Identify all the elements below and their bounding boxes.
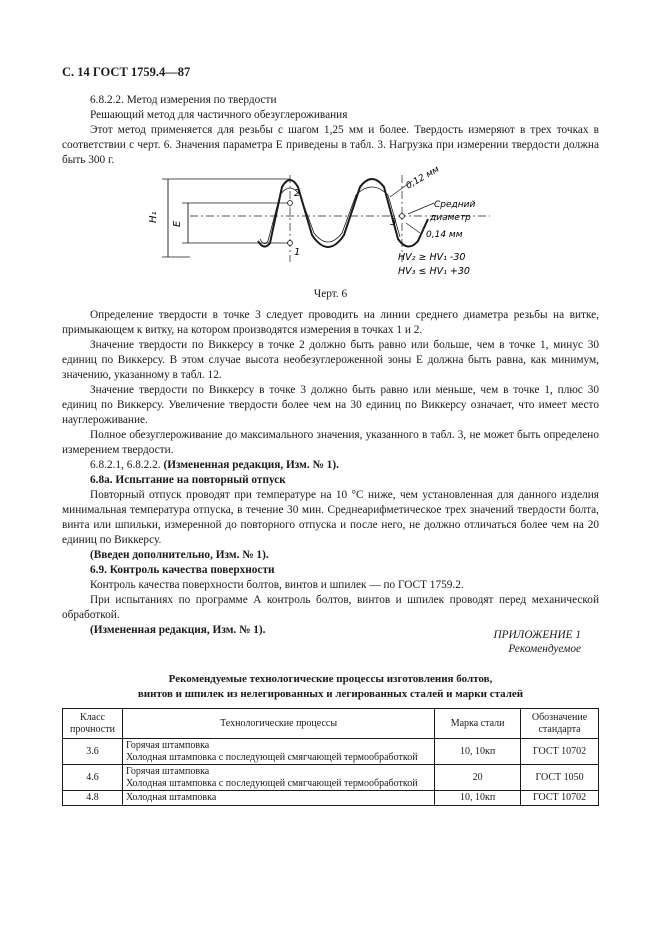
- section-6-9-title: 6.9. Контроль качества поверхности: [90, 564, 275, 576]
- label-point-3: 3: [390, 217, 397, 228]
- table-title-line-2: винтов и шпилек из нелегированных и легированных сталей и марки сталей: [137, 688, 524, 700]
- section-6-8-2-2-title: 6.8.2.2. Метод измерения по твердости: [90, 94, 277, 106]
- paragraph-surface-quality: Контроль качества поверхности болтов, винтов и шпилек — по ГОСТ 1759.2.: [90, 579, 464, 591]
- label-0-14-mm: 0,14 мм: [426, 230, 463, 240]
- amendment-3-note: (Измененная редакция, Изм. № 1).: [90, 624, 266, 636]
- cell-steel: 10, 10кп: [435, 739, 521, 765]
- appendix-title: ПРИЛОЖЕНИЕ 1: [493, 629, 581, 641]
- process-line: Холодная штамповка: [125, 792, 217, 803]
- appendix-heading: [493, 628, 581, 656]
- header-process: Технологические процессы: [122, 709, 434, 739]
- thread-hardness-diagram: [148, 164, 510, 287]
- header-class: Класс прочности: [63, 709, 123, 739]
- label-h1: H₁: [148, 211, 159, 223]
- cell-class: 4.6: [63, 765, 123, 791]
- table-row: [63, 739, 599, 765]
- header-standard: Обозначение стандарта: [521, 709, 599, 739]
- paragraph-point-3-carburising: Значение твердости по Виккерсу в точке 3 должно быть равно или меньше, чем в точке 1, плюс 30 единиц по Виккерсу. Увеличение твердости более чем на 30 единиц по Виккерсу означает, что имеет место науглероживание.: [62, 384, 599, 426]
- thread-profile-outer: [258, 179, 428, 247]
- point-1-marker: [288, 241, 293, 246]
- table-title: [62, 672, 599, 702]
- cell-standard: ГОСТ 10702: [521, 791, 599, 806]
- process-line: Холодная штамповка с последующей смягчающей термообработкой: [125, 751, 418, 763]
- table-title-line-1: Рекомендуемые технологические процессы изготовления болтов,: [168, 673, 493, 685]
- formula-hv2: HV₂ ≥ HV₁ -30: [398, 252, 466, 263]
- leader-0-14: [406, 223, 420, 233]
- label-0-12-mm: 0,12 мм: [404, 164, 442, 192]
- header-steel: Марка стали: [435, 709, 521, 739]
- table-row: [63, 765, 599, 791]
- paragraph-point-3: Определение твердости в точке 3 следует проводить на линии среднего диаметра резьбы на витке, примыкающем к витку, на котором производятся измерения в точках 1 и 2.: [62, 309, 599, 336]
- process-table: [62, 708, 599, 806]
- cell-process: [122, 765, 434, 791]
- page-header: С. 14 ГОСТ 1759.4—87: [62, 65, 191, 79]
- cell-class: 4.8: [63, 791, 123, 806]
- label-e: E: [172, 220, 183, 227]
- cell-process: [122, 791, 434, 806]
- cell-steel: 10, 10кп: [435, 791, 521, 806]
- text-block-top: [62, 93, 599, 168]
- table-row: [63, 791, 599, 806]
- paragraph-decisive-method: Решающий метод для частичного обезуглероживания: [90, 109, 348, 121]
- label-point-1: 1: [294, 247, 301, 258]
- cell-standard: ГОСТ 10702: [521, 739, 599, 765]
- process-line: Горячая штамповка: [125, 766, 210, 777]
- section-6-8a-title: 6.8а. Испытание на повторный отпуск: [90, 474, 286, 486]
- table-header-row: [63, 709, 599, 739]
- cell-steel: 20: [435, 765, 521, 791]
- paragraph-method-scope: Этот метод применяется для резьбы с шагом 1,25 мм и более. Твердость измеряют в трех точках в соответствии с черт. 6. Значения параметра E приведены в табл. 3. Нагрузка при измерении твердости должна быть 300 г.: [62, 124, 599, 166]
- label-point-2: 2: [294, 188, 301, 199]
- paragraph-amendment-1: [62, 458, 599, 473]
- figure-caption: Черт. 6: [313, 288, 348, 300]
- label-middle-diameter-2: диаметр: [430, 213, 471, 223]
- paragraph-retempering: Повторный отпуск проводят при температуре на 10 °С ниже, чем установленная для данного изделия минимальная температура отпуска, в течение 30 мин. Среднеарифметическое трех значений твердости болта, винта или шпильки, измеренной до повторного отпуска и после него, не должно отличаться более чем на 20 единиц по Виккерсу.: [62, 489, 599, 546]
- cell-process: [122, 739, 434, 765]
- process-line: Горячая штамповка: [125, 740, 210, 751]
- paragraph-program-a: При испытаниях по программе А контроль болтов, винтов и шпилек проводят перед механической обработкой.: [62, 594, 599, 621]
- label-middle-diameter-1: Средний: [434, 200, 476, 210]
- amendment-1-prefix: 6.8.2.1, 6.8.2.2.: [90, 459, 164, 471]
- text-block-main: [62, 308, 599, 638]
- cell-class: 3.6: [63, 739, 123, 765]
- process-line: Холодная штамповка с последующей смягчающей термообработкой: [125, 777, 418, 789]
- appendix-subtitle: Рекомендуемое: [508, 643, 581, 655]
- paragraph-full-decarburising: Полное обезуглероживание до максимального значения, указанного в табл. 3, не может быть определено измерением твердости.: [62, 429, 599, 456]
- formula-hv3: HV₃ ≤ HV₁ +30: [398, 266, 470, 277]
- amendment-2-note: (Введен дополнительно, Изм. № 1).: [90, 549, 269, 561]
- paragraph-point-2: Значение твердости по Виккерсу в точке 2 должно быть равно или больше, чем в точке 1, минус 30 единиц по Виккерсу. В этом случае высота необезуглероженной зоны E должна быть равна, как минимум, значению, указанному в табл. 12.: [62, 339, 599, 381]
- cell-standard: ГОСТ 1050: [521, 765, 599, 791]
- point-3-marker: [400, 214, 405, 219]
- point-2-marker: [288, 201, 293, 206]
- amendment-1-note: (Измененная редакция, Изм. № 1).: [163, 459, 339, 471]
